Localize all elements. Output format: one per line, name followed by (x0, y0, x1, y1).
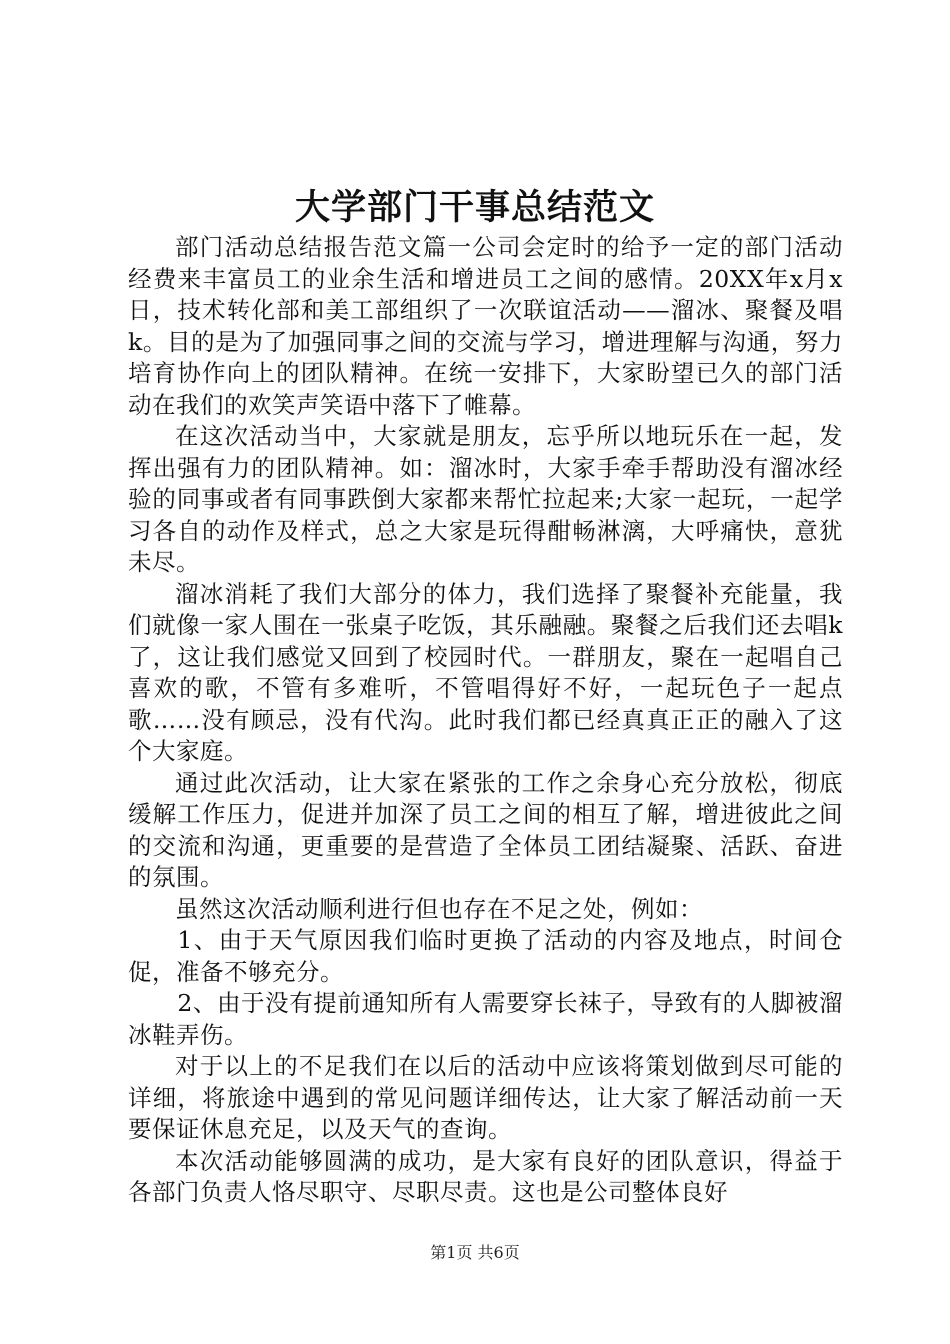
page-footer: 第1页 共6页 (430, 1243, 520, 1262)
document-title: 大学部门干事总结范文 (294, 187, 655, 228)
document-body (128, 232, 843, 1209)
list-item-1: 1、由于天气原因我们临时更换了活动的内容及地点，时间仓促，准备不够充分。 (128, 926, 843, 986)
paragraph-dinner-karaoke: 溜冰消耗了我们大部分的体力，我们选择了聚餐补充能量，我们就像一家人围在一张桌子吃饭，其乐融融。聚餐之后我们还去唱k了，这让我们感觉又回到了校园时代。一群朋友，聚在一起唱自己喜欢的歌，不管有多难听，不管唱得好不好，一起玩色子一起点歌……没有顾忌，没有代沟。此时我们都已经真真正正的融入了这个大家庭。 (128, 579, 843, 765)
paragraph-intro: 部门活动总结报告范文篇一公司会定时的给予一定的部门活动经费来丰富员工的业余生活和增进员工之间的感情。20XX年x月x日，技术转化部和美工部组织了一次联谊活动——溜冰、聚餐及唱k。目的是为了加强同事之间的交流与学习，增进理解与沟通，努力培育协作向上的团队精神。在统一安排下，大家盼望已久的部门活动在我们的欢笑声笑语中落下了帷幕。 (128, 233, 843, 419)
list-item-2: 2、由于没有提前通知所有人需要穿长袜子，导致有的人脚被溜冰鞋弄伤。 (128, 989, 843, 1049)
paragraph-shortcomings-intro: 虽然这次活动顺利进行但也存在不足之处，例如： (175, 894, 703, 923)
paragraph-benefits: 通过此次活动，让大家在紧张的工作之余身心充分放松，彻底缓解工作压力，促进并加深了员工之间的相互了解，增进彼此之间的交流和沟通，更重要的是营造了全体员工团结凝聚、活跃、奋进的氛围。 (128, 768, 843, 891)
paragraph-activity: 在这次活动当中，大家就是朋友，忘乎所以地玩乐在一起，发挥出强有力的团队精神。如：溜冰时，大家手牵手帮助没有溜冰经验的同事或者有同事跌倒大家都来帮忙拉起来;大家一起玩，一起学习各自的动作及样式，总之大家是玩得酣畅淋漓，大呼痛快，意犹未尽。 (128, 422, 843, 576)
paragraph-improvements: 对于以上的不足我们在以后的活动中应该将策划做到尽可能的详细，将旅途中遇到的常见问题详细传达，让大家了解活动前一天要保证休息充足，以及天气的查询。 (128, 1052, 843, 1143)
paragraph-conclusion: 本次活动能够圆满的成功，是大家有良好的团队意识，得益于各部门负责人恪尽职守、尽职尽责。这也是公司整体良好 (128, 1146, 843, 1206)
